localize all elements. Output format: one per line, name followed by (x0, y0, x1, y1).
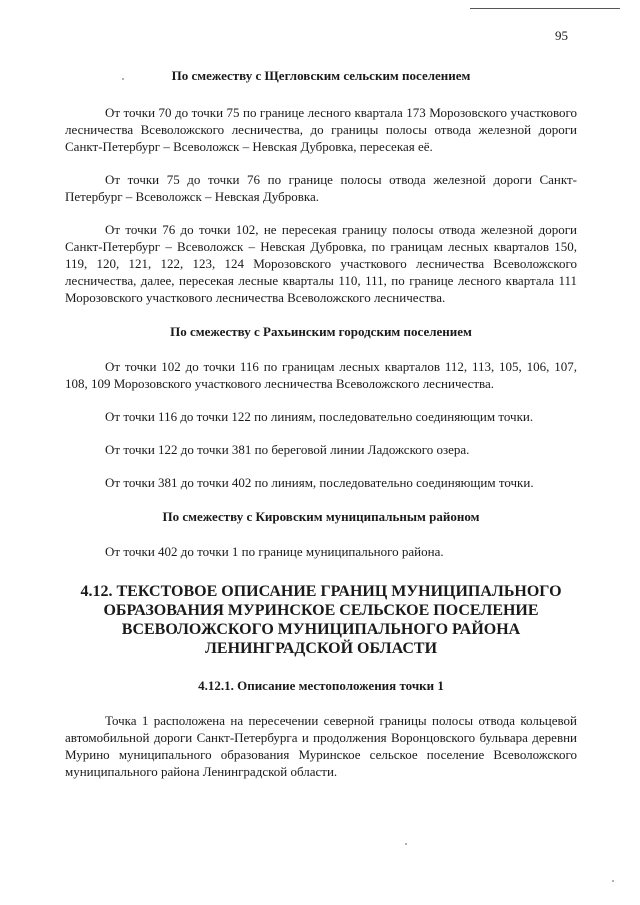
paragraph: От точки 75 до точки 76 по границе полосы отвода железной дороги Санкт-Петербург – Всеволожск – Невская Дубровка. (65, 172, 577, 204)
paragraph: От точки 102 до точки 116 по границам лесных кварталов 112, 113, 105, 106, 107, 108, 109 Морозовского участкового лесничества Всеволожского лесничества. (65, 359, 577, 391)
scan-speck (405, 843, 407, 845)
section-heading-rakhya: По смежеству с Рахьинским городским поселением (170, 324, 472, 339)
subsection-heading: 4.12.1. Описание местоположения точки 1 (198, 678, 444, 693)
paragraph: От точки 70 до точки 75 по границе лесного квартала 173 Морозовского участкового лесничества Всеволожского лесничества, до границы полосы отвода железной дороги Санкт-Петербург – Всеволожск – Невская Дубровка, пересекая её. (65, 105, 577, 154)
major-title-line: 4.12. ТЕКСТОВОЕ ОПИСАНИЕ ГРАНИЦ МУНИЦИПАЛЬНОГО (80, 583, 562, 600)
section-heading-kirovsk: По смежеству с Кировским муниципальным районом (162, 509, 480, 524)
major-title-line: ВСЕВОЛОЖСКОГО МУНИЦИПАЛЬНОГО РАЙОНА (121, 621, 521, 638)
page-number: 95 (555, 28, 568, 43)
major-title-line: ЛЕНИНГРАДСКОЙ ОБЛАСТИ (204, 640, 438, 657)
major-section-title (65, 582, 577, 658)
paragraph: От точки 381 до точки 402 по линиям, последовательно соединяющим точки. (105, 475, 534, 490)
document-body (65, 60, 577, 780)
paragraph: От точки 76 до точки 102, не пересекая границу полосы отвода железной дороги Санкт-Петербург – Всеволожск – Невская Дубровка, по границам лесных кварталов 150, 119, 120, 121, 122, 123, 124 Морозовского участкового лесничества Всеволожского лесничества, далее, пересекая лесные кварталы 110, 111, по границе лесного квартала 111 Морозовского участкового лесничества Всеволожского лесничества. (65, 222, 577, 305)
paragraph: От точки 122 до точки 381 по береговой линии Ладожского озера. (105, 442, 470, 457)
paragraph: От точки 116 до точки 122 по линиям, последовательно соединяющим точки. (105, 409, 534, 424)
major-title-line: ОБРАЗОВАНИЯ МУРИНСКОЕ СЕЛЬСКОЕ ПОСЕЛЕНИЕ (103, 602, 539, 619)
paragraph: От точки 402 до точки 1 по границе муниципального района. (105, 544, 444, 559)
section-heading-shcheglovo: По смежеству с Щегловским сельским поселением (171, 68, 471, 83)
scan-speck (612, 880, 614, 882)
paragraph: Точка 1 расположена на пересечении северной границы полосы отвода кольцевой автомобильной дороги Санкт-Петербурга и продолжения Воронцовского бульвара деревни Мурино муниципального образования Муринское сельское поселение Всеволожского муниципального района Ленинградской области. (65, 713, 577, 779)
top-rule (470, 8, 620, 9)
